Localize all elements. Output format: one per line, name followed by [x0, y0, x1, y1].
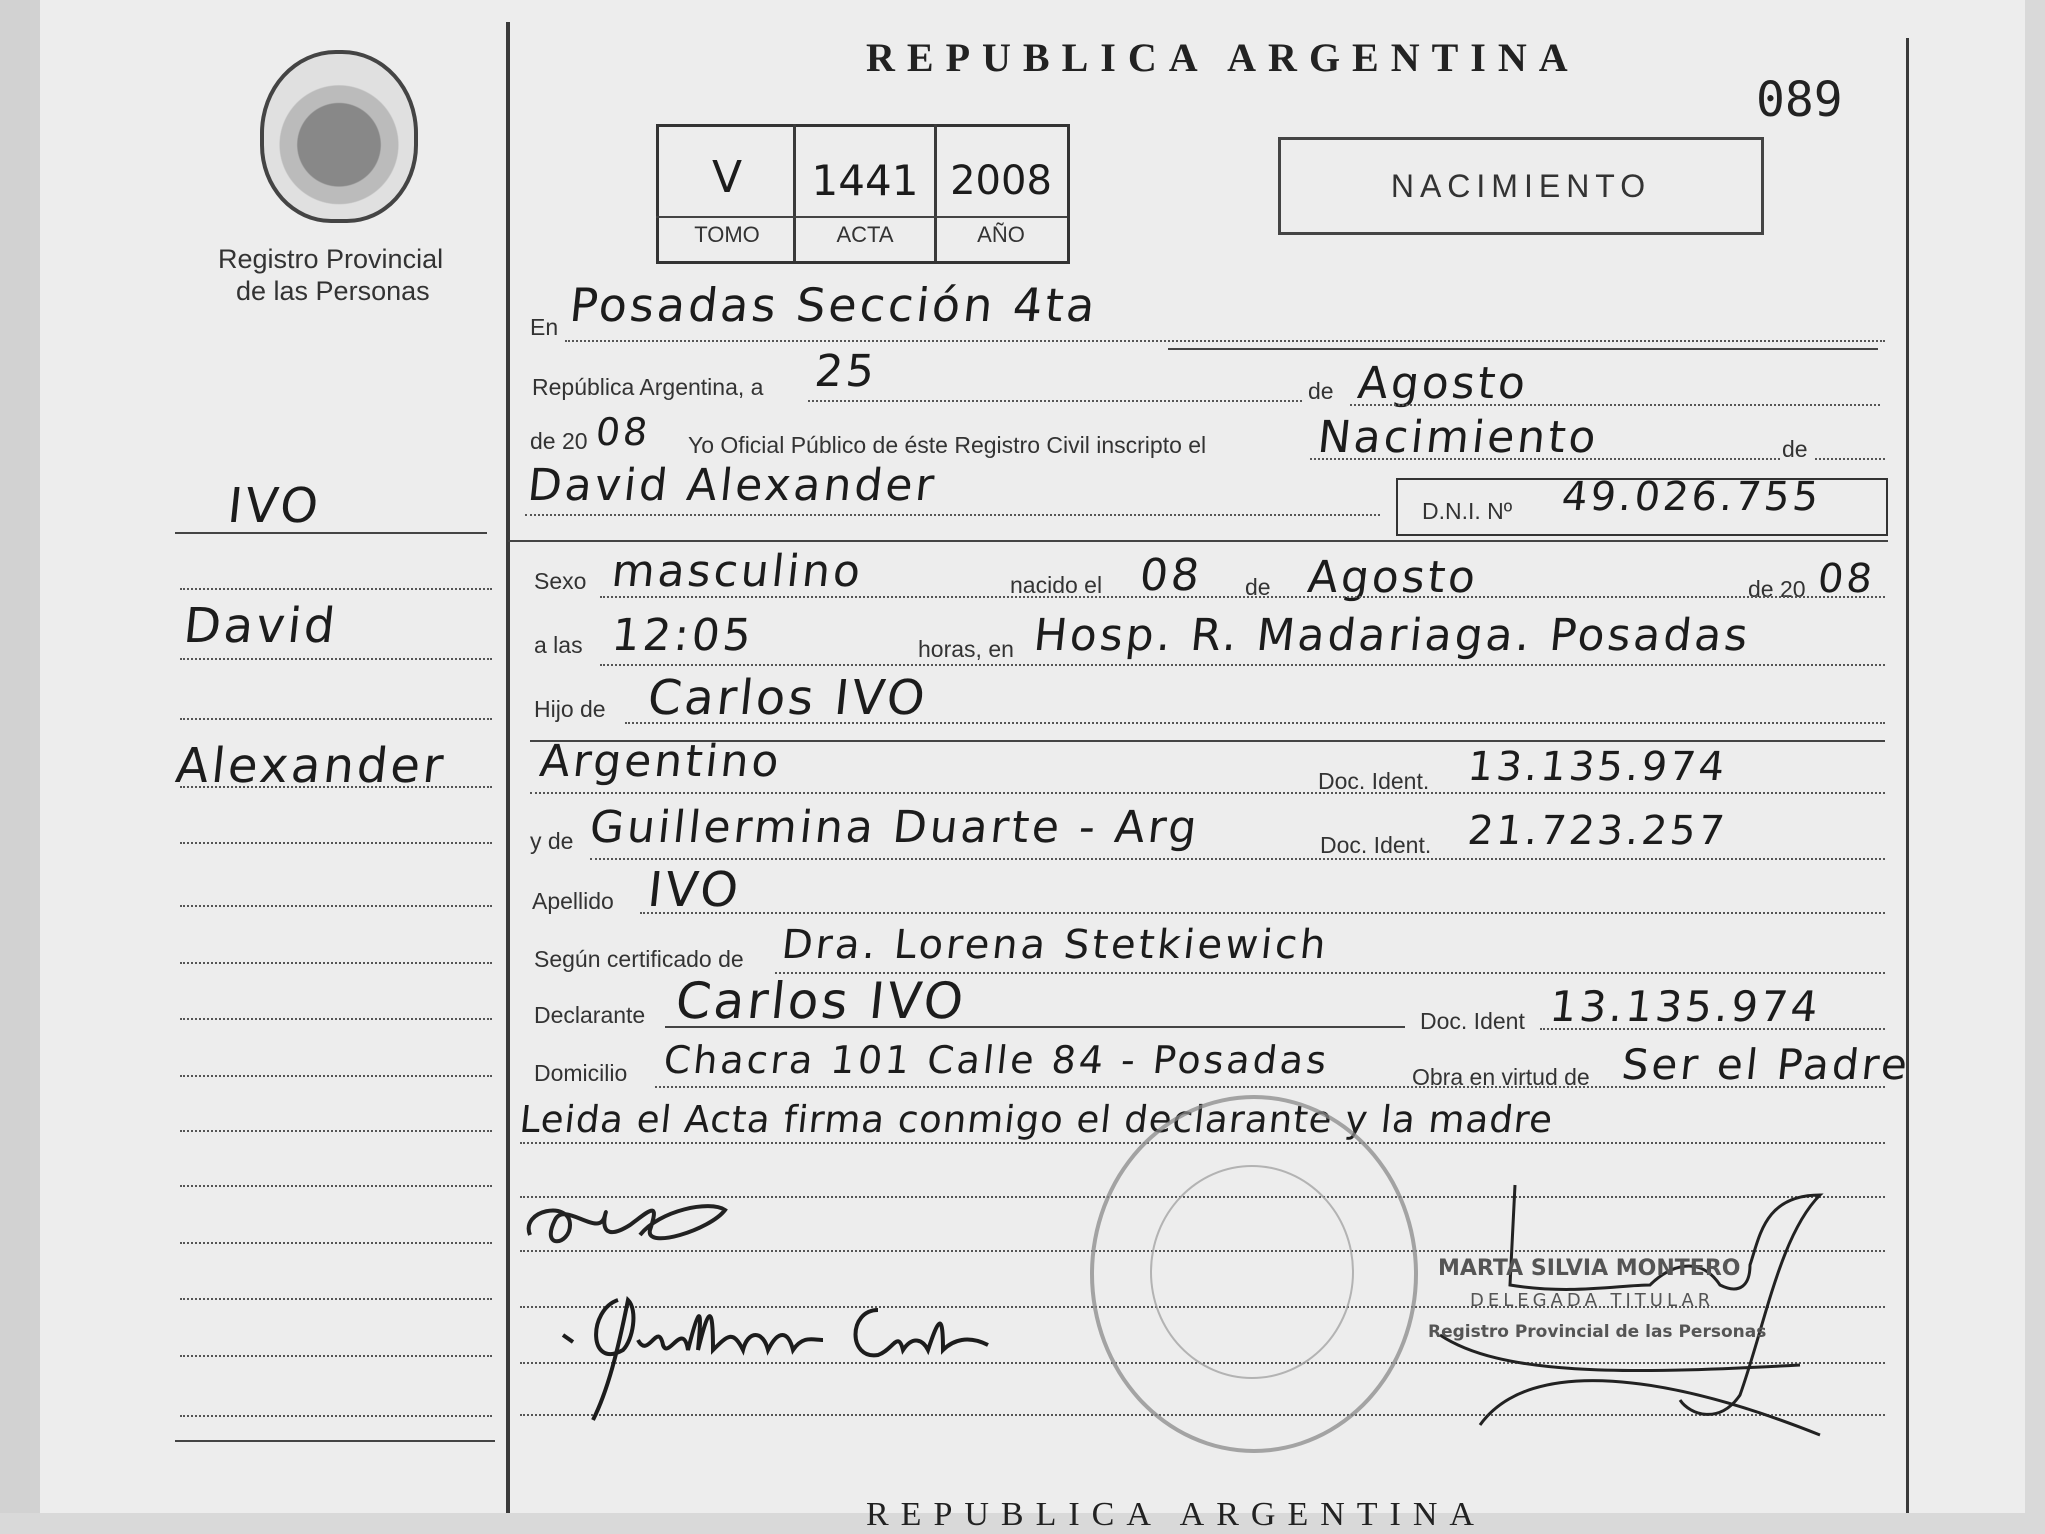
margin-dotline: [180, 1298, 492, 1300]
value-lugar-nac: Hosp. R. Madariaga. Posadas: [1031, 610, 1754, 661]
value-madre: Guillermina Duarte - Arg: [587, 802, 1202, 853]
field-line: [1540, 1028, 1885, 1030]
label-republica: República Argentina, a: [532, 374, 764, 400]
value-cierre: Leida el Acta firma conmigo el declarante y la madre: [517, 1098, 1556, 1141]
margin-first-name: David: [181, 598, 341, 654]
value-domicilio: Chacra 101 Calle 84 - Posadas: [661, 1038, 1332, 1082]
value-obra: Ser el Padre: [1619, 1040, 1913, 1089]
country-title: REPUBLICA ARGENTINA: [866, 35, 1580, 80]
value-nombre: David Alexander: [525, 460, 940, 511]
official-role: DELEGADA TITULAR: [1470, 1290, 1715, 1311]
margin-dotline: [180, 1242, 492, 1244]
label-hijo-de: Hijo de: [534, 696, 606, 722]
value-lugar: Posadas Sección 4ta: [567, 278, 1101, 332]
label-apellido: Apellido: [532, 888, 614, 914]
field-line: [625, 722, 1885, 724]
label-de: de: [1782, 436, 1808, 462]
value-dni: 49.026.755: [1559, 474, 1824, 520]
value-padre-doc: 13.135.974: [1465, 744, 1730, 790]
label-oficial: Yo Oficial Público de éste Registro Civil inscripto el: [688, 432, 1207, 458]
provincia-misiones-emblem: [260, 50, 418, 223]
value-tipo: Nacimiento: [1315, 412, 1602, 463]
field-line: [565, 340, 1885, 342]
field-line: [590, 858, 1885, 860]
madre-signature-icon: [548, 1280, 1008, 1430]
label-nacido: nacido el: [1010, 572, 1103, 598]
label-de: de: [1308, 378, 1334, 404]
field-line: [1350, 404, 1880, 406]
section-rule: [508, 540, 1888, 542]
bottom-rule: [175, 1440, 495, 1442]
margin-dotline: [180, 1185, 492, 1187]
margin-dotline: [180, 1075, 492, 1077]
margin-dotline: [180, 1018, 492, 1020]
margin-dotline: [180, 1355, 492, 1357]
label-de-20b: de 20: [1748, 576, 1806, 602]
declarante-signature-icon: [510, 1180, 740, 1260]
field-line: [525, 514, 1380, 516]
value-sexo: masculino: [609, 546, 866, 597]
margin-dotline: [180, 718, 492, 720]
margin-dotline: [180, 786, 492, 788]
field-line: [640, 912, 1885, 914]
document-type: NACIMIENTO: [1390, 167, 1652, 204]
label-en: En: [530, 314, 559, 340]
margin-dotline: [180, 1130, 492, 1132]
acta-value: 1441: [811, 156, 919, 205]
field-line: [1168, 348, 1878, 350]
ano-label: AÑO: [977, 222, 1025, 247]
label-doc-ident: Doc. Ident.: [1320, 832, 1432, 858]
margin-dotline: [180, 658, 492, 660]
field-line: [655, 1086, 1885, 1088]
value-apellido: IVO: [645, 862, 744, 918]
value-anio: 08: [593, 410, 653, 454]
acta-label: ACTA: [836, 222, 894, 247]
label-segun: Según certificado de: [534, 946, 744, 972]
label-horas-en: horas, en: [918, 636, 1014, 662]
record-box-rule: [656, 216, 1067, 218]
field-line: [530, 792, 1885, 794]
value-padre-nac: Argentino: [537, 736, 785, 787]
official-office: Registro Provincial de las Personas: [1428, 1322, 1767, 1342]
registry-name-line1: Registro Provincial: [218, 244, 444, 274]
value-nac-mes: Agosto: [1305, 552, 1481, 603]
label-a-las: a las: [534, 632, 583, 658]
label-dni: D.N.I. Nº: [1422, 498, 1513, 524]
right-border-line: [1906, 38, 1909, 1513]
label-de-20: de 20: [530, 428, 588, 454]
margin-middle-name: Alexander: [173, 738, 449, 794]
ano-value: 2008: [950, 158, 1052, 204]
value-madre-doc: 21.723.257: [1465, 808, 1730, 854]
field-line: [1310, 458, 1780, 460]
field-line: [808, 400, 1302, 402]
sheet-number: 089: [1756, 72, 1843, 128]
value-nac-dia: 08: [1137, 550, 1205, 601]
label-declarante: Declarante: [534, 1002, 646, 1028]
official-name: MARTA SILVIA MONTERO: [1438, 1256, 1741, 1281]
value-padre: Carlos IVO: [645, 670, 931, 726]
label-doc-ident2: Doc. Ident: [1420, 1008, 1525, 1034]
label-sexo: Sexo: [534, 568, 587, 594]
tomo-label: TOMO: [694, 222, 760, 247]
field-line: [1815, 458, 1885, 460]
value-hora: 12:05: [609, 610, 757, 661]
label-doc-ident: Doc. Ident.: [1318, 768, 1430, 794]
label-obra: Obra en virtud de: [1412, 1064, 1590, 1090]
margin-line: [175, 532, 487, 534]
registry-name-line2: de las Personas: [236, 276, 430, 306]
value-certificado: Dra. Lorena Stetkiewich: [779, 922, 1331, 968]
document-type-box: [1278, 137, 1764, 235]
tomo-value: V: [711, 152, 743, 203]
margin-dotline: [180, 842, 492, 844]
label-domicilio: Domicilio: [534, 1060, 628, 1086]
label-de: de: [1245, 574, 1271, 600]
value-declarante: Carlos IVO: [672, 972, 970, 1030]
margin-dotline: [180, 588, 492, 590]
official-seal-emblem: [1150, 1165, 1354, 1379]
value-dia: 25: [812, 346, 880, 397]
margin-dotline: [180, 1415, 492, 1417]
next-country-title: REPUBLICA ARGENTINA: [866, 1496, 1486, 1533]
value-nac-anio: 08: [1815, 556, 1878, 602]
margin-dotline: [180, 905, 492, 907]
value-declarante-doc: 13.135.974: [1547, 982, 1824, 1031]
margin-dotline: [180, 962, 492, 964]
field-line: [600, 596, 1885, 598]
value-mes: Agosto: [1355, 358, 1531, 409]
label-y-de: y de: [530, 828, 574, 854]
field-line: [665, 1026, 1405, 1028]
binder-margin: [0, 0, 40, 1513]
field-line: [600, 664, 1885, 666]
margin-surname: IVO: [225, 478, 324, 534]
divider-line: [506, 22, 510, 1513]
